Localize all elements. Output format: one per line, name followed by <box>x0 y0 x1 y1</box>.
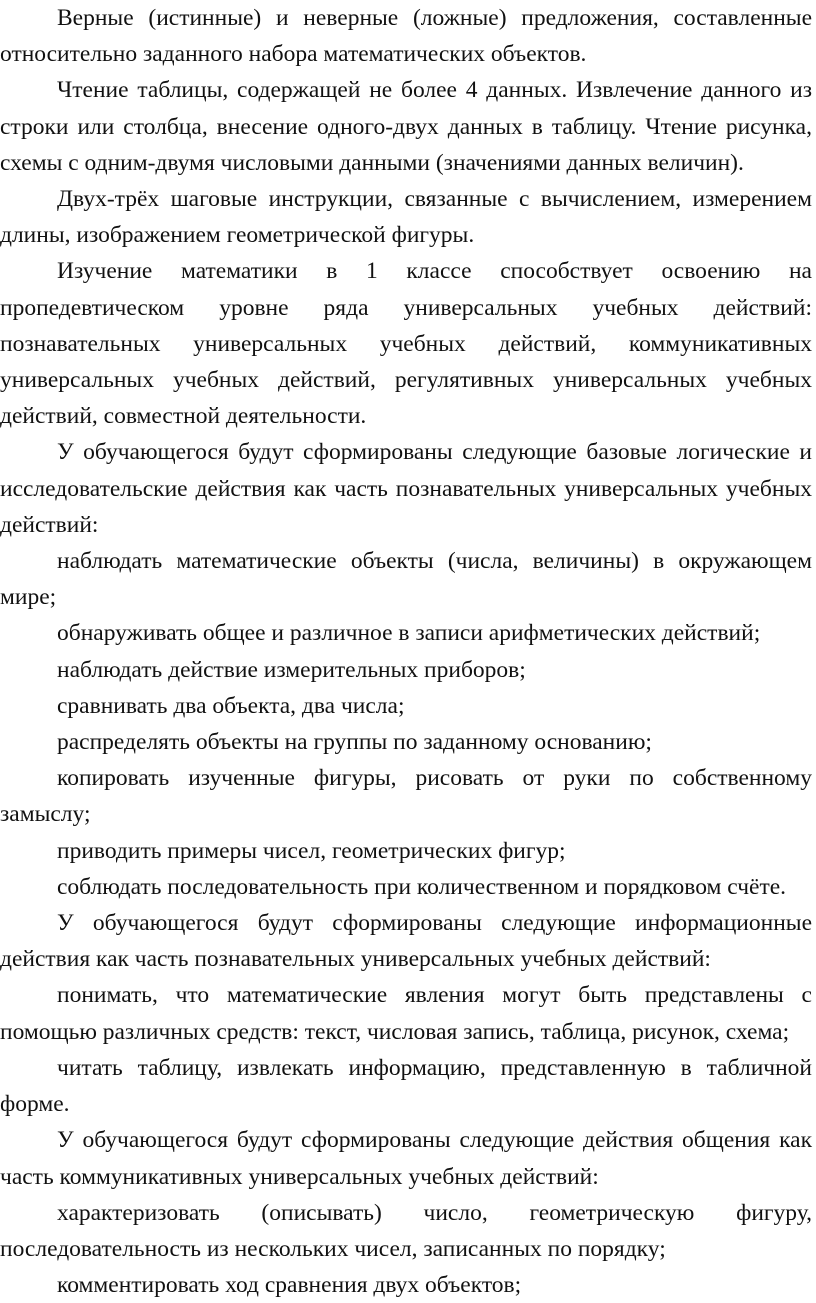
list-item-understand-representation: понимать, что математические явления могут быть представлены с помощью различных средств: текст, числовая запись, таблица, рисунок, схема; <box>0 982 812 1045</box>
list-item-copy-figures: копировать изученные фигуры, рисовать от руки по собственному замыслу; <box>0 765 812 828</box>
paragraph-information-actions-intro: У обучающегося будут сформированы следующие информационные действия как часть познавательных универсальных учебных действий: <box>0 910 812 973</box>
list-item-group-objects: распределять объекты на группы по заданному основанию; <box>57 729 652 756</box>
list-item-characterize-number: характеризовать (описывать) число, геометрическую фигуру, последовательность из нескольких чисел, записанных по порядку; <box>0 1199 812 1262</box>
paragraph-logical-actions-intro: У обучающегося будут сформированы следующие базовые логические и исследовательские действия как часть познавательных универсальных учебных действий: <box>0 439 812 538</box>
paragraph-communication-actions-intro: У обучающегося будут сформированы следующие действия общения как часть коммуникативных универсальных учебных действий: <box>0 1127 812 1190</box>
list-item-observe-instruments: наблюдать действие измерительных приборов; <box>57 656 526 683</box>
list-item-counting-order: соблюдать последовательность при количественном и порядковом счёте. <box>57 873 787 900</box>
list-item-find-common: обнаруживать общее и различное в записи арифметических действий; <box>57 620 761 647</box>
list-item-observe-objects: наблюдать математические объекты (числа, величины) в окружающем мире; <box>0 548 812 611</box>
paragraph-math-study-intro: Изучение математики в 1 классе способствует освоению на пропедевтическом уровне ряда универсальных учебных действий: познавательных универсальных учебных действий, коммуникативных универсальных учебных действий, регулятивных универсальных учебных действий, совместной деятельности. <box>0 258 812 430</box>
paragraph-true-false-statements: Верные (истинные) и неверные (ложные) предложения, составленные относительно заданного набора математических объектов. <box>0 5 812 68</box>
paragraph-step-instructions: Двух-трёх шаговые инструкции, связанные с вычислением, измерением длины, изображением геометрической фигуры. <box>0 186 812 249</box>
list-item-read-table: читать таблицу, извлекать информацию, представленную в табличной форме. <box>0 1054 812 1118</box>
list-item-comment-comparison: комментировать ход сравнения двух объектов; <box>57 1272 522 1299</box>
list-item-compare: сравнивать два объекта, два числа; <box>57 692 405 719</box>
paragraph-table-reading: Чтение таблицы, содержащей не более 4 данных. Извлечение данного из строки или столбца, внесение одного-двух данных в таблицу. Чтение рисунка, схемы с одним-двумя числовыми данными (значениями данных величин). <box>0 77 812 176</box>
list-item-give-examples: приводить примеры чисел, геометрических фигур; <box>57 837 566 864</box>
